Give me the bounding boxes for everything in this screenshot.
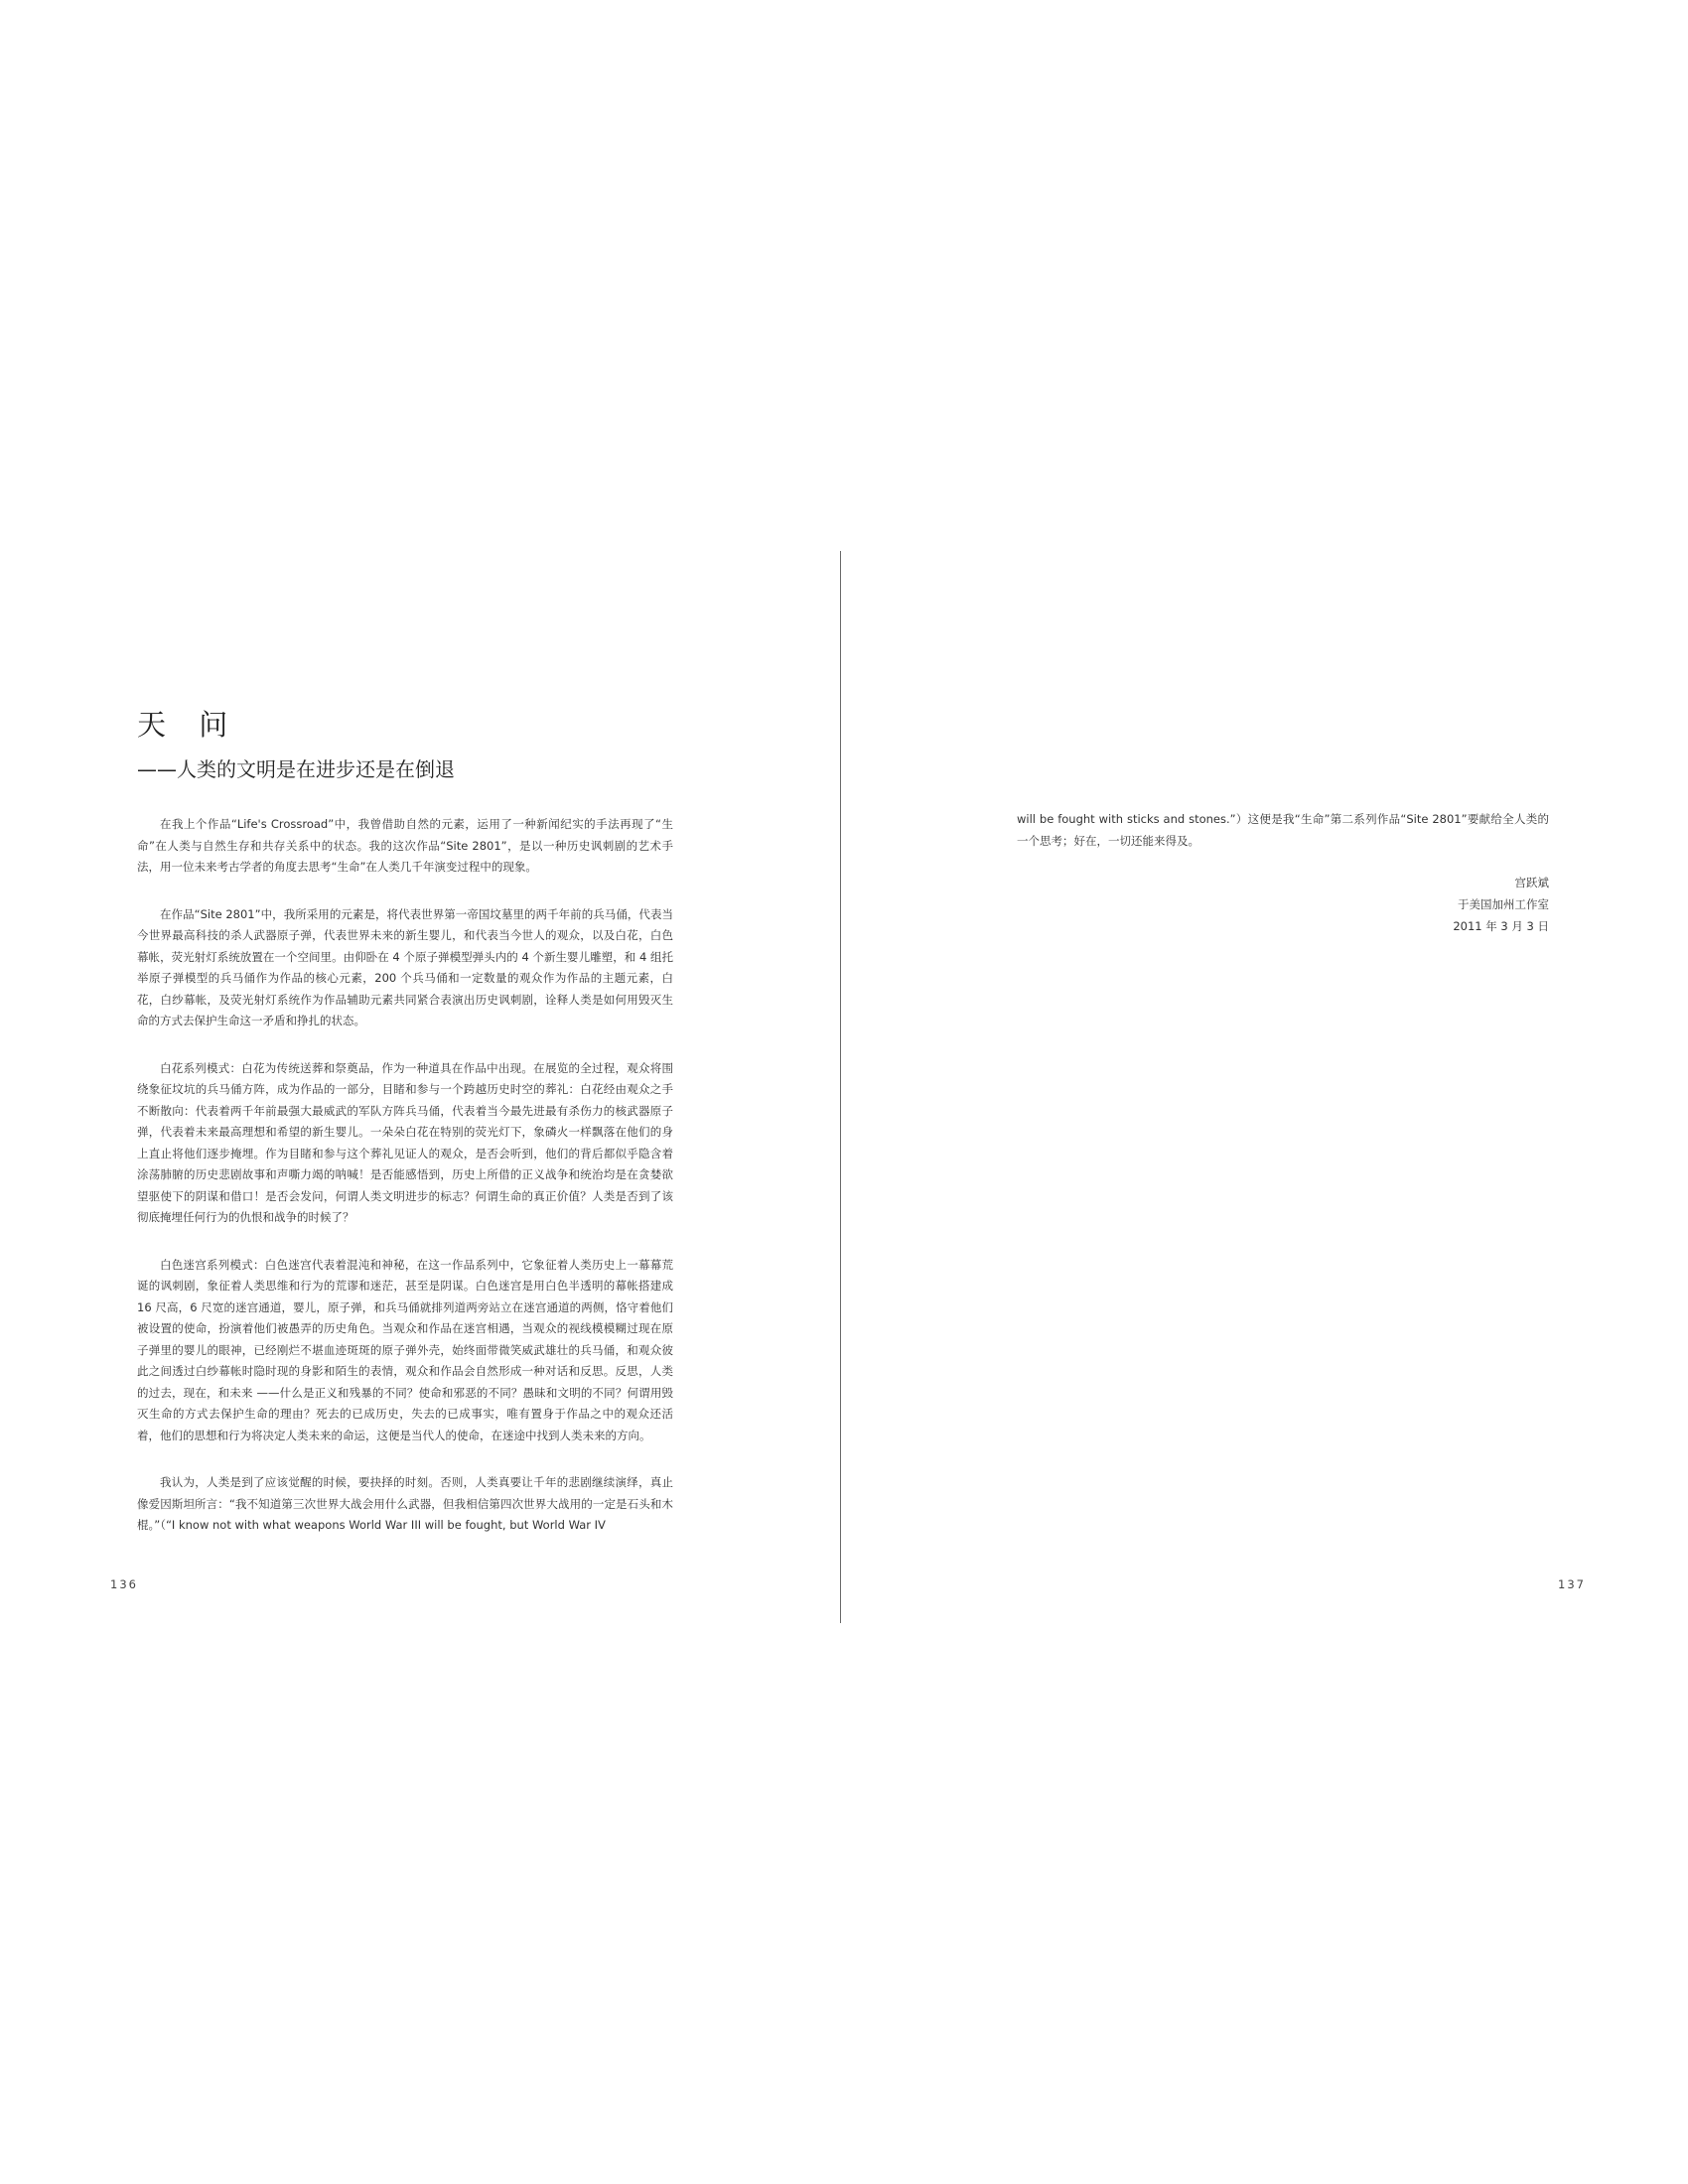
signature-location: 于美国加州工作室 [1458, 897, 1549, 911]
gutter-divider [840, 551, 841, 1623]
left-page [137, 705, 673, 1537]
page-number-left: 136 [110, 1577, 138, 1591]
signature-block [1017, 872, 1549, 937]
body-paragraph: 在作品“Site 2801”中，我所采用的元素是，将代表世界第一帝国坟墓里的两千年前的兵马俑，代表当今世界最高科技的杀人武器原子弹，代表世界未来的新生婴儿，和代表当今世人的观众，以及白花，白色幕帐，荧光射灯系统放置在一个空间里。由仰卧在 4 个原子弹模型弹头内的 4 个新生婴儿雕塑，和 4 组托举原子弹模型的兵马俑作为作品的核心元素，200 个兵马俑和一定数量的观众作为作品的主题元素，白花，白纱幕帐，及荧光射灯系统作为作品辅助元素共同紧合表演出历史讽刺剧，诠释人类是如何用毁灭生命的方式去保护生命这一矛盾和挣扎的状态。 [137, 906, 673, 1027]
body-paragraph: 白花系列模式：白花为传统送葬和祭奠品，作为一种道具在作品中出现。在展览的全过程，观众将围绕象征坟坑的兵马俑方阵，成为作品的一部分，目睹和参与一个跨越历史时空的葬礼：白花经由观众之手不断散向：代表着两千年前最强大最威武的军队方阵兵马俑，代表着当今最先进最有杀伤力的核武器原子弹，代表着未来最高理想和希望的新生婴儿。一朵朵白花在特别的荧光灯下，象磷火一样飘落在他们的身上直止将他们逐步掩埋。作为目睹和参与这个葬礼见证人的观众，是否会听到，他们的背后都似乎隐含着涂荡肺腑的历史悲剧故事和声嘶力竭的呐喊！是否能感悟到，历史上所借的正义战争和统治均是在贪婪欲望驱使下的阴谋和借口！是否会发问，何谓人类文明进步的标志？何谓生命的真正价值？人类是否到了该彻底掩埋任何行为的仇恨和战争的时候了？ [137, 1060, 673, 1224]
body-paragraph: 白色迷宫系列模式：白色迷宫代表着混沌和神秘，在这一作品系列中，它象征着人类历史上一幕幕荒诞的讽刺剧，象征着人类思维和行为的荒谬和迷茫，甚至是阴谋。白色迷宫是用白色半透明的幕帐搭建成 16 尺高，6 尺宽的迷宫通道，婴儿，原子弹，和兵马俑就排列道两旁站立在迷宫通道的两侧，恪守着他们被设置的使命，扮演着他们被愚弄的历史角色。当观众和作品在迷宫相遇，当观众的视线模模糊过现在原子弹里的婴儿的眼神，已经刚烂不堪血迹斑斑的原子弹外壳，始终面带微笑威武雄壮的兵马俑，和观众彼此之间透过白纱幕帐时隐时现的身影和陌生的表情，观众和作品会自然形成一种对话和反思。反思，人类的过去，现在，和未来 ——什么是正义和残暴的不同？使命和邪恶的不同？愚昧和文明的不同？何谓用毁灭生命的方式去保护生命的理由？死去的已成历史，失去的已成事实，唯有置身于作品之中的观众还活着，他们的思想和行为将决定人类未来的命运，这便是当代人的使命，在迷途中找到人类未来的方向。 [137, 1257, 673, 1442]
right-page [1017, 809, 1549, 937]
signature-author: 宫跃斌 [1514, 876, 1549, 889]
page-title: 天 问 [137, 708, 240, 742]
page-number-right: 137 [1558, 1577, 1586, 1591]
page-subtitle: ——人类的文明是在进步还是在倒退 [137, 757, 455, 781]
signature-date: 2011 年 3 月 3 日 [1453, 919, 1549, 933]
body-paragraph: 我认为，人类是到了应该觉醒的时候，要抉择的时刻。否则，人类真要让千年的悲剧继续演绎，真止像爱因斯坦所言：“我不知道第三次世界大战会用什么武器，但我相信第四次世界大战用的一定是石头和木棍。”（“I know not with what weapons World War III will be fought, but World War IV [137, 1475, 673, 1532]
body-paragraph: 在我上个作品“Life's Crossroad”中，我曾借助自然的元素，运用了一种新闻纪实的手法再现了“生命”在人类与自然生存和共存关系中的状态。我的这次作品“Site 2801”，是以一种历史讽刺剧的艺术手法，用一位未来考古学者的角度去思考“生命”在人类几千年演变过程中的现象。 [137, 817, 673, 874]
continued-paragraph: will be fought with sticks and stones.”）这便是我“生命”第二系列作品“Site 2801”要献给全人类的一个思考；好在，一切还能来得及。 [1017, 812, 1549, 848]
